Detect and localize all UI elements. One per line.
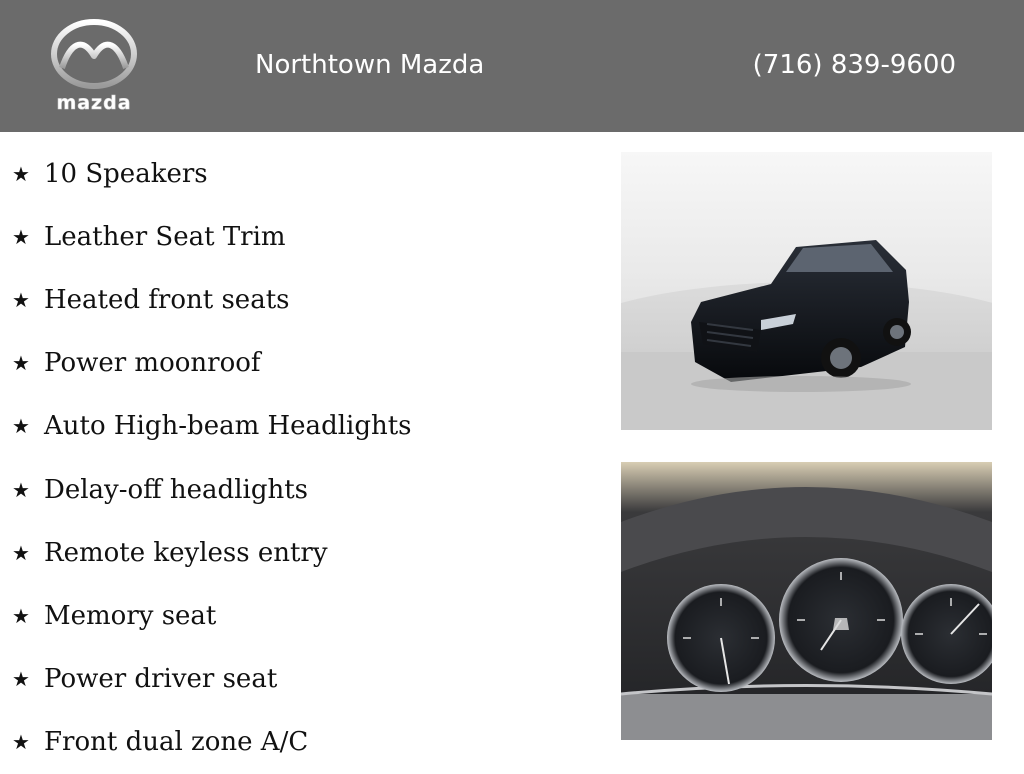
feature-list	[12, 142, 412, 774]
instrument-cluster-photo[interactable]	[621, 462, 992, 740]
star-icon: ★	[12, 351, 30, 376]
feature-label: Power driver seat	[44, 664, 278, 695]
feature-label: Leather Seat Trim	[44, 221, 286, 252]
mazda-wordmark: mazda	[56, 92, 132, 114]
star-icon: ★	[12, 730, 30, 755]
feature-item	[12, 648, 412, 711]
feature-label: Front dual zone A/C	[44, 727, 309, 758]
feature-item	[12, 268, 412, 331]
star-icon: ★	[12, 603, 30, 628]
feature-item	[12, 711, 412, 774]
star-icon: ★	[12, 540, 30, 565]
dealer-name[interactable]: Northtown Mazda	[255, 50, 485, 80]
feature-item	[12, 521, 412, 584]
mazda-logo-icon	[42, 18, 146, 90]
feature-item	[12, 332, 412, 395]
star-icon: ★	[12, 161, 30, 186]
star-icon: ★	[12, 477, 30, 502]
feature-label: Auto High-beam Headlights	[44, 411, 412, 442]
dealer-header	[0, 0, 1024, 132]
feature-item	[12, 584, 412, 647]
feature-label: Heated front seats	[44, 284, 290, 315]
feature-label: Delay-off headlights	[44, 474, 308, 505]
mazda-logo[interactable]	[42, 18, 146, 114]
feature-label: Remote keyless entry	[44, 537, 328, 568]
feature-label: Memory seat	[44, 600, 217, 631]
star-icon: ★	[12, 224, 30, 249]
feature-item	[12, 458, 412, 521]
feature-label: 10 Speakers	[44, 158, 208, 189]
star-icon: ★	[12, 287, 30, 312]
feature-item	[12, 142, 412, 205]
car-exterior-photo[interactable]	[621, 152, 992, 430]
feature-item	[12, 205, 412, 268]
feature-item	[12, 395, 412, 458]
dealer-phone[interactable]: (716) 839-9600	[752, 50, 956, 80]
star-icon: ★	[12, 667, 30, 692]
star-icon: ★	[12, 414, 30, 439]
feature-label: Power moonroof	[44, 348, 261, 379]
